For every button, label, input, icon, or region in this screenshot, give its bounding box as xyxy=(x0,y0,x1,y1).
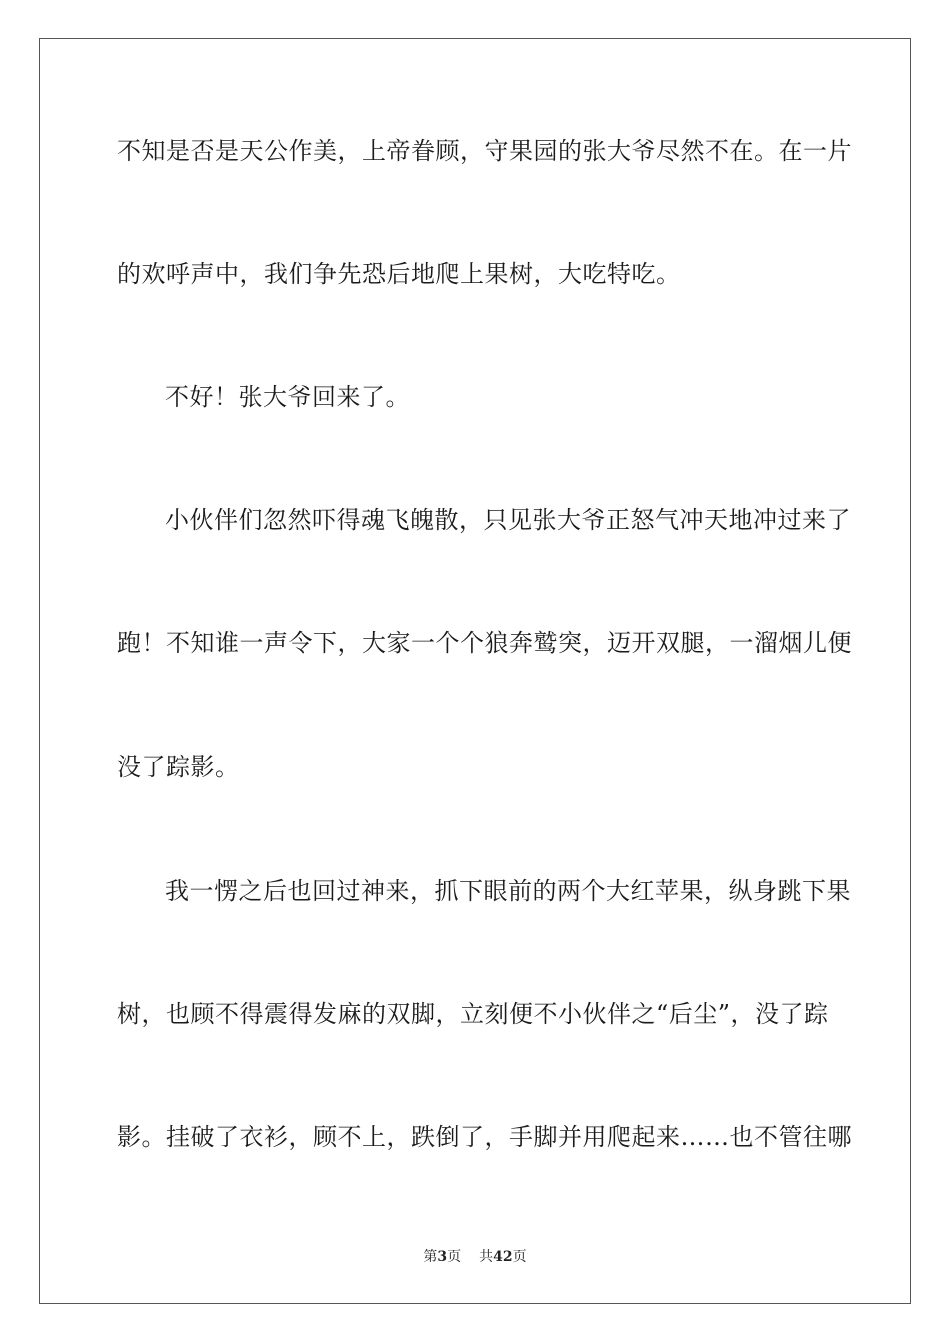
text-line-7: 我一愣之后也回过神来，抓下眼前的两个大红苹果，纵身跳下果 xyxy=(165,877,851,905)
text-line-4: 小伙伴们忽然吓得魂飞魄散，只见张大爷正怒气冲天地冲过来了 xyxy=(165,506,851,534)
text-line-3: 不好！张大爷回来了。 xyxy=(165,383,410,411)
text-line-2: 的欢呼声中，我们争先恐后地爬上果树，大吃特吃。 xyxy=(117,260,681,288)
text-line-6: 没了踪影。 xyxy=(117,753,240,781)
text-line-5: 跑！不知谁一声令下，大家一个个狼奔鹫突，迈开双腿，一溜烟儿便 xyxy=(117,629,852,657)
footer-total-pages: 42 xyxy=(493,1249,513,1265)
text-line-1: 不知是否是天公作美，上帝眷顾，守果园的张大爷尽然不在。在一片 xyxy=(117,137,852,165)
text-line-9: 影。挂破了衣衫，顾不上，跌倒了，手脚并用爬起来……也不管往哪 xyxy=(117,1123,852,1151)
footer-page-suffix: 页 xyxy=(447,1249,462,1265)
footer-page-prefix: 第 xyxy=(423,1249,438,1265)
page-border xyxy=(39,38,911,1304)
page-footer xyxy=(0,1247,950,1267)
footer-page-number: 3 xyxy=(437,1249,448,1265)
text-line-8: 树，也顾不得震得发麻的双脚，立刻便不小伙伴之“后尘”，没了踪 xyxy=(117,1000,829,1028)
footer-total-suffix: 页 xyxy=(512,1249,527,1265)
footer-total-prefix: 共 xyxy=(479,1249,494,1265)
